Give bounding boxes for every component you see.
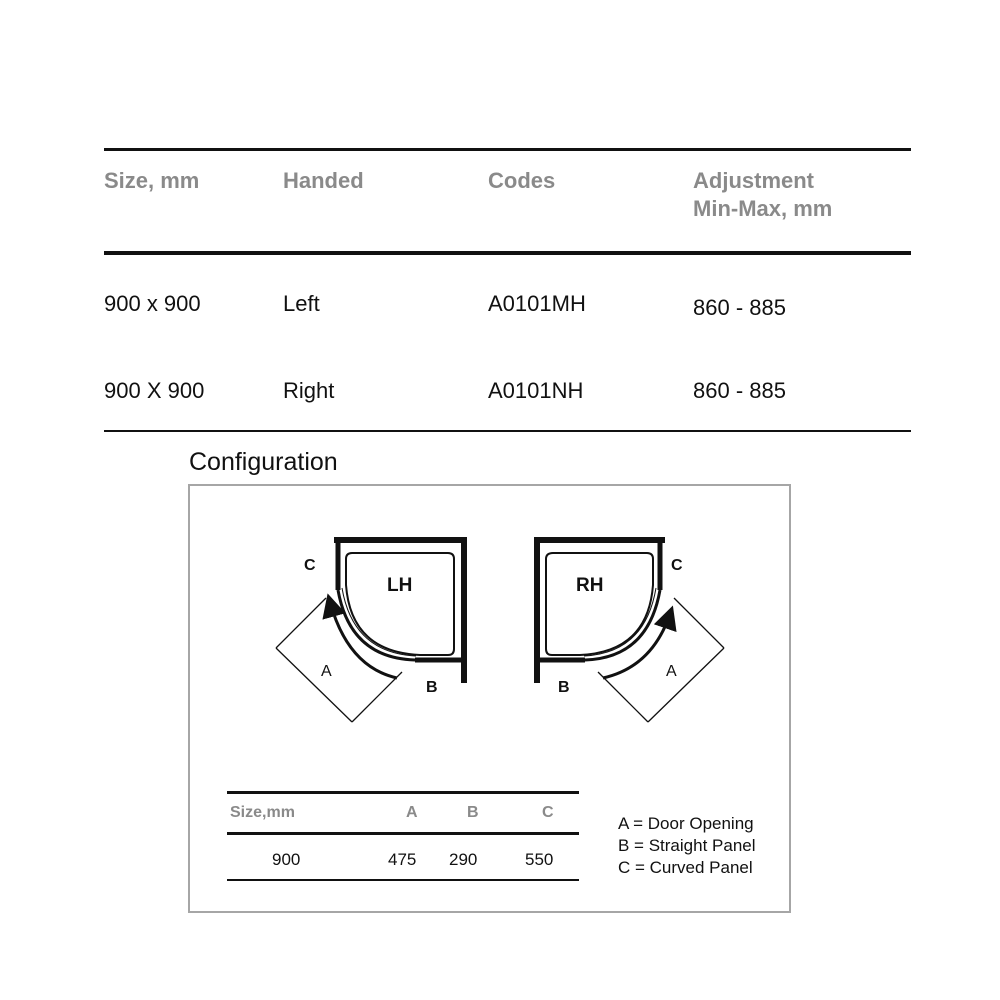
row-handed: Left [283,291,320,316]
header-size: Size, mm [104,168,200,193]
lh-dim-extension-top [276,598,326,648]
rh-label-c: C [671,557,683,574]
rh-dim-line [648,648,724,722]
rh-label-b: B [558,679,570,696]
header-adjustment-range: Min-Max, mm [693,196,833,221]
lh-label: LH [387,575,413,596]
header-codes: Codes [488,168,556,193]
row-code: A0101NH [488,378,584,403]
dim-table-bottom-rule [227,879,579,881]
lh-diagram [276,537,467,722]
rh-label: RH [576,575,604,596]
dim-row-a: 475 [388,850,417,869]
header-handed: Handed [283,168,364,193]
rh-dim-extension-bottom [598,672,648,722]
dim-header-a: A [406,804,418,821]
header-adjustment: Adjustment [693,168,814,193]
lh-curved-door [338,590,415,660]
dim-row-c: 550 [525,850,554,869]
configuration-title: Configuration [189,448,338,476]
lh-label-b: B [426,679,438,696]
rh-curved-door [585,590,660,660]
dim-row-size: 900 [272,850,301,869]
row-handed: Right [283,378,335,403]
legend-item-b: B = Straight Panel [618,836,756,855]
dim-row-b: 290 [449,850,478,869]
lh-label-a: A [321,663,332,680]
dim-header-c: C [542,804,554,821]
row-size: 900 x 900 [104,291,201,316]
dim-table-header-rule [227,832,579,835]
lh-dim-line [276,648,352,722]
row-code: A0101MH [488,291,586,316]
rh-diagram [534,537,724,722]
legend-item-c: C = Curved Panel [618,858,753,877]
rh-dim-extension-top [674,598,724,648]
rh-opening-arrow [603,614,670,678]
dim-header-b: B [467,804,479,821]
row-adjustment: 860 - 885 [693,295,786,320]
legend-item-a: A = Door Opening [618,814,754,833]
rh-label-a: A [666,663,677,680]
dim-header-size: Size,mm [230,804,295,821]
row-size: 900 X 900 [104,378,205,403]
row-adjustment: 860 - 885 [693,378,786,403]
lh-dim-extension-bottom [352,672,402,722]
lh-label-c: C [304,557,316,574]
dim-table-top-rule [227,791,579,794]
